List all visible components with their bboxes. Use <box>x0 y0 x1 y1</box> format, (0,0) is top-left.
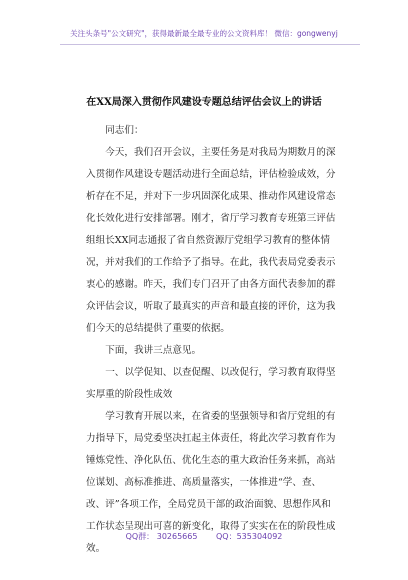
paragraph-transition: 下面，我讲三点意见。 <box>105 345 202 356</box>
salutation: 同志们： <box>105 125 144 136</box>
paragraph-intro: 今天，我们召开会议，主要任务是对我局为期数月的深入贯彻作风建设专题活动进行全面总结，评估检验成效，分析存在不足，并对下一步巩固深化成果、推动作风建设常态化长效化进行安排部署。刚才，省厅学习教育专班第三评估组组长XX同志通报了省自然资源厅党组学习教育的整体情况，并对我们的工作给予了指导。在此，我代表局党委表示衷心的感谢。昨天，我们专门召开了由各方面代表参加的群众评估会议，听取了最真实的声音和最直接的评价，这为我们今天的总结提供了重要的依据。 <box>86 147 336 334</box>
footer-qq-number: QQ：535304092 <box>216 532 283 541</box>
header-divider <box>60 44 360 45</box>
paragraph-section-1: 学习教育开展以来，在省委的坚强领导和省厅党组的有力指导下，局党委坚决扛起主体责任，将此次学习教育作为锤炼党性、净化队伍、优化生态的重大政治任务来抓，高站位谋划、高标准推进、高质量落实，一体推进“学、查、改、评”各项工作，全局党员干部的政治面貌、思想作风和工作状态呈现出可喜的新变化，取得了实实在在的阶段性成效。 <box>86 411 336 554</box>
document-body <box>86 120 336 560</box>
document-title: 在XX局深入贯彻作风建设专题总结评估会议上的讲话 <box>86 97 322 108</box>
footer-contact <box>0 531 408 542</box>
section-heading-1: 一、以学促知、以查促醒、以改促行，学习教育取得坚实厚重的阶段性成效 <box>86 367 336 400</box>
header-banner: 关注头条号"公文研究"，获得最新最全最专业的公文资料库！ 微信：gongwenyj <box>70 29 338 38</box>
footer-qq-group: QQ群： 30265665 <box>125 532 198 541</box>
